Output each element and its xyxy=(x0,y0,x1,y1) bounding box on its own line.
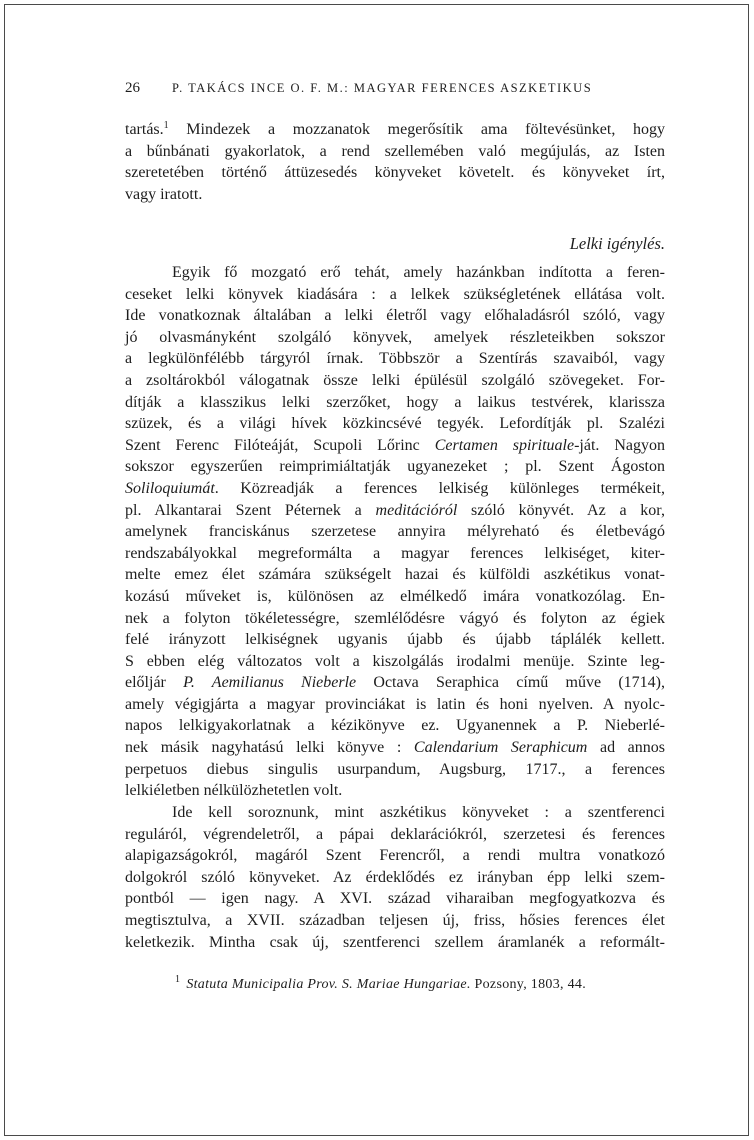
text-segment: vagy iratott. xyxy=(125,185,203,203)
text-line xyxy=(125,184,665,206)
text-line xyxy=(125,608,665,630)
text-segment: Octava Seraphica című műve (1714), xyxy=(356,674,665,692)
text-line xyxy=(125,672,665,694)
text-line xyxy=(125,370,665,392)
text-line xyxy=(125,435,665,457)
text-line xyxy=(125,478,665,500)
text-line xyxy=(125,141,665,163)
text-segment: pontból — igen nagy. A XVI. század viharaiban megfogyatkozva és xyxy=(125,890,665,908)
text-line xyxy=(125,802,665,824)
italic-text: Certamen spirituale xyxy=(434,436,575,454)
text-segment: a zsoltárokból válogatnak össze lelki épülésül szolgáló szövegeket. For- xyxy=(125,371,665,389)
italic-text: Calendarium Seraphicum xyxy=(413,739,588,757)
text-segment: S ebben elég változatos volt a kiszolgálás irodalmi menüje. Szinte leg- xyxy=(125,652,665,670)
text-line xyxy=(125,521,665,543)
text-line xyxy=(125,845,665,867)
paragraph-1 xyxy=(125,119,665,205)
text-line xyxy=(125,824,665,846)
text-line xyxy=(125,910,665,932)
text-segment: alapigazságokról, magáról Szent Ferencről, a rendi multra vonatkozó xyxy=(125,847,665,865)
text-segment: Ide vonatkoznak általában a lelki életről vagy előhaladásról szóló, vagy xyxy=(125,307,665,325)
italic-text: Soliloquiumát xyxy=(125,479,215,497)
text-line xyxy=(125,694,665,716)
text-segment: megtisztulva, a XVII. században teljesen új, friss, hősies ferences élet xyxy=(125,911,665,929)
text-segment: amely végigjárta a magyar provinciákat is latin és honi nyelven. A nyolc- xyxy=(125,695,665,713)
text-segment: szeretetében történő áttüzesedés könyveket követelt. és könyveket írt, xyxy=(125,164,665,182)
text-segment: szóló könyvét. Az a kor, xyxy=(457,501,665,519)
text-line xyxy=(125,780,665,802)
text-line xyxy=(125,564,665,586)
text-line xyxy=(125,413,665,435)
text-segment: pl. Alkantarai Szent Péternek a xyxy=(125,501,376,519)
text-line xyxy=(125,500,665,522)
paragraph-3 xyxy=(125,802,665,953)
text-segment: előljár xyxy=(125,674,184,692)
text-segment: -ját. Nagyon xyxy=(574,436,666,454)
running-title: P. TAKÁCS INCE O. F. M.: MAGYAR FERENCES ASZKETIKUS xyxy=(172,81,593,95)
text-line xyxy=(125,392,665,414)
text-segment: perpetuos diebus singulis usurpandum, Augsburg, 1717., a ferences xyxy=(125,760,665,778)
text-segment: dolgokról szóló könyveket. Az érdeklődés ez irányban épp lelki szem- xyxy=(125,868,665,886)
text-segment: jó olvasmányként szolgáló könyvek, amelyek részleteikben sokszor xyxy=(125,328,665,346)
text-line xyxy=(125,932,665,954)
text-line xyxy=(125,348,665,370)
text-segment: . Közreadják a ferences lelkiség különleges termékeit, xyxy=(214,479,665,497)
text-segment: lelkiéletben nélkülözhetetlen volt. xyxy=(125,782,343,800)
text-segment: ad annos xyxy=(587,739,666,757)
text-line xyxy=(125,737,665,759)
text-segment: szüzek, és a világi hívek közkincsévé tegyék. Lefordítják pl. Szalézi xyxy=(125,415,665,433)
footnote-source-title: Statuta Municipalia Prov. S. Mariae Hungariae. xyxy=(186,977,471,992)
text-segment: dítják a klasszikus lelki szerzőket, hogy a laikus testvérek, klarissza xyxy=(125,393,665,411)
text-segment: rendszabályokkal megreformálta a magyar ferences lelkiséget, kiter- xyxy=(125,544,665,562)
text-line xyxy=(125,119,665,141)
text-segment: nek másik nagyhatású lelki könyve : xyxy=(125,739,414,757)
text-segment: Ide kell soroznunk, mint aszkétikus könyveket : a szentferenci xyxy=(172,804,665,821)
text-segment: sokszor egyszerűen reimprimiáltatják ugyanezeket ; pl. Szent Ágoston xyxy=(125,458,665,476)
footnote xyxy=(175,975,586,995)
text-segment: melte emez élet számára szükségelt hazai és külföldi aszkétikus vonat- xyxy=(125,566,665,584)
text-segment: tartás. xyxy=(125,121,164,138)
text-line xyxy=(125,327,665,349)
text-line xyxy=(125,543,665,565)
text-line xyxy=(125,888,665,910)
italic-text: meditációról xyxy=(375,501,458,519)
text-segment: reguláról, végrendeletről, a pápai deklarációkról, szerzetesi és ferences xyxy=(125,825,665,843)
text-line xyxy=(125,629,665,651)
footnote-marker: 1 xyxy=(175,974,181,985)
text-line xyxy=(125,262,665,284)
text-line xyxy=(125,651,665,673)
running-header xyxy=(125,78,665,98)
paragraph-2 xyxy=(125,262,665,802)
page-number: 26 xyxy=(125,80,140,96)
text-segment: Mindezek a mozzanatok megerősítik ama föltevésünket, hogy xyxy=(168,121,665,138)
text-segment: a legkülönfélébb tárgyról írnak. Többször a Szentírás szavaiból, vagy xyxy=(125,350,665,368)
text-line xyxy=(125,715,665,737)
text-line xyxy=(125,759,665,781)
text-segment: napos lelkigyakorlatnak a kézikönyve ez. Ugyanennek a P. Nieberlé- xyxy=(125,717,665,735)
text-line xyxy=(125,586,665,608)
text-line xyxy=(125,867,665,889)
text-line xyxy=(125,284,665,306)
text-segment: kozású műveket is, különösen az elmélkedő imára vonatkozólag. En- xyxy=(125,587,665,605)
text-segment: nek a folyton tökéletességre, szemlélődésre vágyó és folyton az égiek xyxy=(125,609,665,627)
text-segment: a bűnbánati gyakorlatok, a rend szellemében való megújulás, az Isten xyxy=(125,142,665,160)
text-segment: Egyik fő mozgató erő tehát, amely hazánkban indította a feren- xyxy=(172,264,665,281)
text-segment: amelynek franciskánus szerzetese annyira mélyreható és életbevágó xyxy=(125,523,665,541)
text-segment: keletkezik. Mintha csak új, szentferenci szellem áramlanék a reformált- xyxy=(125,933,665,951)
text-line xyxy=(125,305,665,327)
text-line xyxy=(125,162,665,184)
text-segment: Szent Ferenc Filóteáját, Scupoli Lőrinc xyxy=(125,436,435,454)
text-segment: ceseket lelki könyvek kiadására : a lelkek szükségletének ellátása volt. xyxy=(125,285,665,303)
footnote-citation: Pozsony, 1803, 44. xyxy=(470,977,586,992)
footnote-reference: 1 xyxy=(163,120,169,131)
text-segment: felé irányzott lelkiségnek ugyanis újabb és újabb táplálék kellett. xyxy=(125,631,665,649)
text-line xyxy=(125,456,665,478)
section-heading: Lelki igénylés. xyxy=(569,234,665,253)
italic-text: P. Aemilianus Nieberle xyxy=(183,674,357,692)
